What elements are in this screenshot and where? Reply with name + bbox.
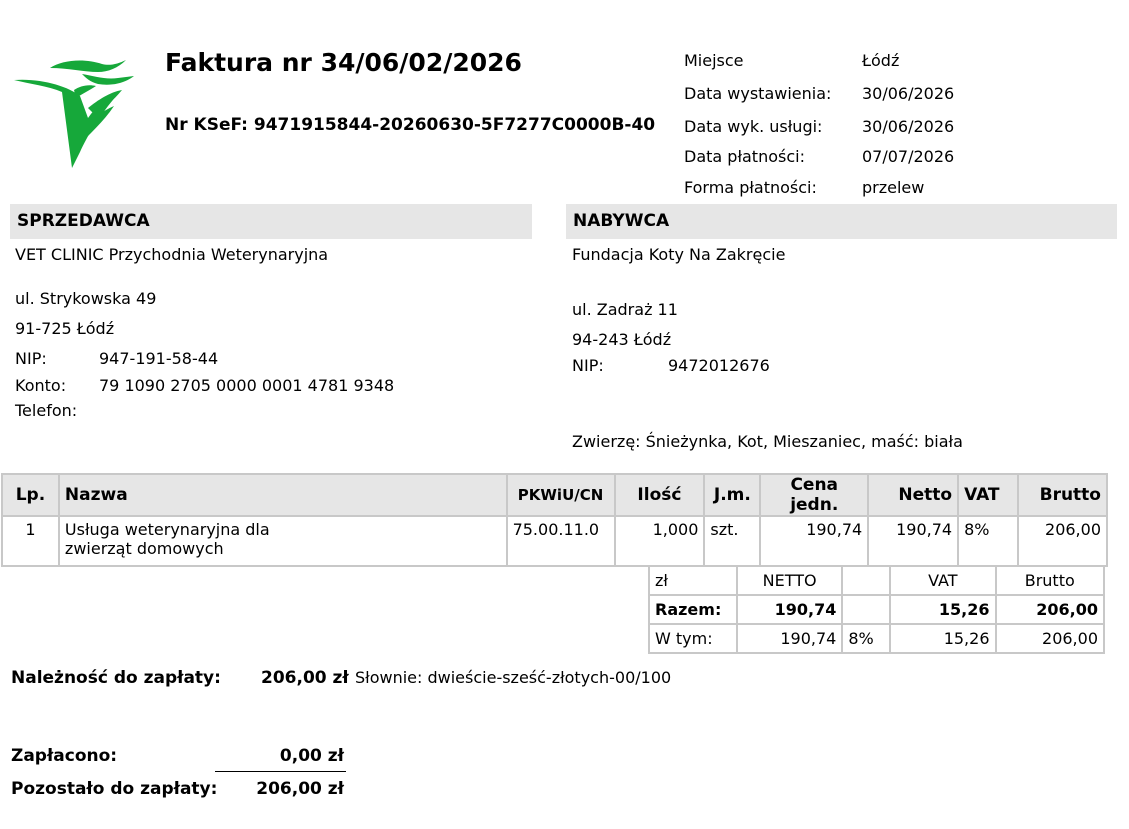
col-header-gross: Brutto [1018, 474, 1107, 516]
amount-in-words: Słownie: dwieście-sześć-złotych-00/100 [355, 668, 672, 687]
remaining-label: Pozostało do zapłaty: [11, 779, 218, 799]
meta-value-issue-date: 30/06/2026 [862, 84, 955, 103]
col-header-net: Netto [868, 474, 958, 516]
summary-breakdown-row [649, 624, 1104, 653]
seller-account: 79 1090 2705 0000 0001 4781 9348 [99, 376, 395, 395]
col-header-pkwiu: PKWiU/CN [507, 474, 615, 516]
meta-value-payment-date: 07/07/2026 [862, 147, 955, 166]
meta-label-issue-date: Data wystawienia: [684, 84, 832, 103]
item-name [59, 516, 507, 566]
meta-value-place: Łódź [862, 51, 900, 70]
paid-label: Zapłacono: [11, 746, 118, 766]
summary-header-vat: VAT [890, 566, 995, 595]
seller-nip-label: NIP: [15, 349, 47, 368]
amount-due-value: 206,00 zł [261, 668, 349, 688]
seller-account-label: Konto: [15, 376, 67, 395]
buyer-street: ul. Zadraż 11 [572, 300, 678, 319]
seller-heading: SPRZEDAWCA [10, 204, 532, 239]
seller-street: ul. Strykowska 49 [15, 289, 157, 308]
summary-header-rate [842, 566, 890, 595]
seller-phone-label: Telefon: [15, 401, 78, 420]
item-lp: 1 [2, 516, 59, 566]
col-header-lp: Lp. [2, 474, 59, 516]
summary-total-rate [842, 595, 890, 624]
item-unit: szt. [704, 516, 760, 566]
ksef-number: Nr KSeF: 9471915844-20260630-5F7277C0000B-40 [165, 115, 656, 135]
summary-breakdown-gross: 206,00 [996, 624, 1105, 653]
summary-total-gross: 206,00 [996, 595, 1105, 624]
buyer-name: Fundacja Koty Na Zakręcie [572, 245, 786, 264]
meta-value-payment-method: przelew [862, 178, 925, 197]
seller-name: VET CLINIC Przychodnia Weterynaryjna [15, 245, 329, 264]
meta-label-service-date: Data wyk. usługi: [684, 117, 823, 136]
meta-label-payment-method: Forma płatności: [684, 178, 817, 197]
item-net: 190,74 [868, 516, 958, 566]
summary-header-net: NETTO [737, 566, 843, 595]
summary-total-vat: 15,26 [890, 595, 995, 624]
summary-total-row [649, 595, 1104, 624]
summary-total-net: 190,74 [737, 595, 843, 624]
invoice-title: Faktura nr 34/06/02/2026 [165, 48, 522, 77]
summary-breakdown-net: 190,74 [737, 624, 843, 653]
item-pkwiu: 75.00.11.0 [507, 516, 615, 566]
seller-city: 91-725 Łódź [15, 319, 115, 338]
summary-breakdown-label: W tym: [649, 624, 737, 653]
buyer-animal: Zwierzę: Śnieżynka, Kot, Mieszaniec, maść: biała [572, 432, 963, 451]
vet-clinic-logo-icon [10, 56, 140, 174]
col-header-qty: Ilość [615, 474, 705, 516]
summary-total-label: Razem: [649, 595, 737, 624]
divider-line [215, 771, 346, 772]
col-header-unit: J.m. [704, 474, 760, 516]
item-vat: 8% [958, 516, 1018, 566]
col-header-price: Cena jedn. [760, 474, 868, 516]
items-table [1, 473, 1108, 567]
meta-label-place: Miejsce [684, 51, 744, 70]
paid-value: 0,00 zł [279, 746, 344, 766]
summary-header-currency: zł [649, 566, 737, 595]
summary-breakdown-rate: 8% [842, 624, 890, 653]
item-name-line2: zwierząt domowych [64, 539, 224, 558]
table-row [2, 516, 1107, 566]
item-price: 190,74 [760, 516, 868, 566]
meta-value-service-date: 30/06/2026 [862, 117, 955, 136]
summary-header-gross: Brutto [996, 566, 1105, 595]
items-header-row [2, 474, 1107, 516]
col-header-name: Nazwa [59, 474, 507, 516]
meta-label-payment-date: Data płatności: [684, 147, 805, 166]
summary-table [648, 565, 1105, 654]
col-header-vat: VAT [958, 474, 1018, 516]
amount-due-label: Należność do zapłaty: [11, 668, 221, 688]
seller-nip: 947-191-58-44 [99, 349, 219, 368]
buyer-city: 94-243 Łódź [572, 330, 672, 349]
remaining-value: 206,00 zł [256, 779, 344, 799]
summary-breakdown-vat: 15,26 [890, 624, 995, 653]
item-gross: 206,00 [1018, 516, 1107, 566]
item-name-line1: Usługa weterynaryjna dla [64, 520, 270, 539]
buyer-nip: 9472012676 [668, 356, 770, 375]
buyer-heading: NABYWCA [566, 204, 1117, 239]
buyer-nip-label: NIP: [572, 356, 604, 375]
item-qty: 1,000 [615, 516, 705, 566]
summary-header-row [649, 566, 1104, 595]
